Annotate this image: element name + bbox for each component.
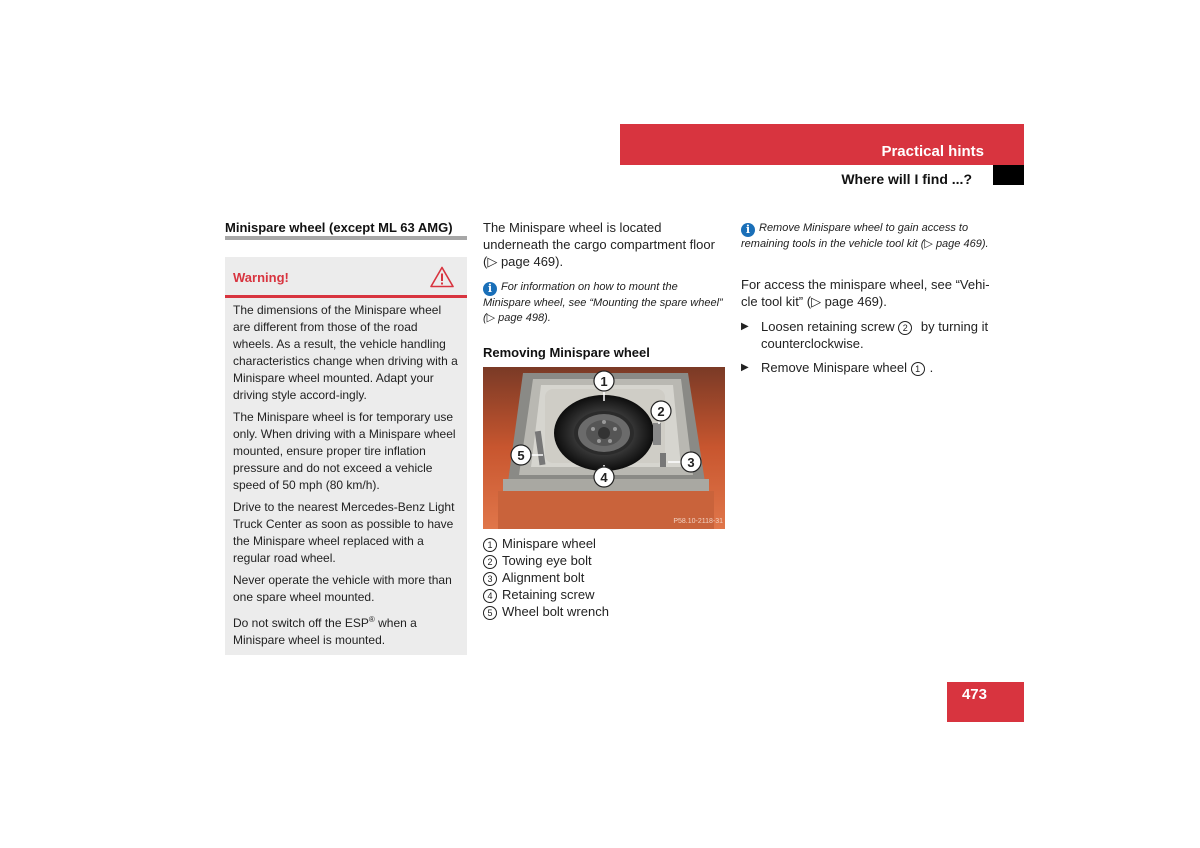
legend-item <box>483 535 723 552</box>
legend-number: 3 <box>483 572 497 586</box>
registered-mark: ® <box>368 615 375 624</box>
legend-number: 2 <box>483 555 497 569</box>
step-number: 1 <box>911 362 925 376</box>
legend-item <box>483 569 723 586</box>
callout-4 <box>594 467 614 487</box>
legend-number: 1 <box>483 538 497 552</box>
step-text-before: Remove Minispare wheel <box>761 360 911 375</box>
step-text <box>761 359 933 376</box>
info-note-tool-kit <box>741 221 991 252</box>
warning-rule <box>225 295 467 298</box>
warning-paragraph: The Minispare wheel is for temporary use only. When driving with a Minispare wheel mounted, ensure proper tire inflation pressure and do not exceed a vehicle speed of 50 mph (80 km/h). <box>233 410 456 492</box>
info-note-text: For information on how to mount the Minispare wheel, see “Mounting the spare wheel” (▷ page 498). <box>483 281 723 324</box>
info-icon: i <box>741 223 755 237</box>
step-text-after: by turning it counterclockwise. <box>761 319 989 351</box>
step-text-before: Loosen retaining screw <box>761 319 899 334</box>
esp-text-after: when a Minispare wheel is mounted. <box>233 616 417 647</box>
trunk-spare-wheel-photo <box>483 367 725 529</box>
legend-number: 4 <box>483 589 497 603</box>
bullet-triangle-icon: ▶ <box>741 362 749 373</box>
warning-paragraph: The dimensions of the Minispare wheel are different from those of the road wheels. As a result, the vehicle handling characteristics change when driving with a Minispare wheel mounted. Adapt your driving style accord-ingly. <box>233 303 458 402</box>
callout-2-label: 2 <box>657 404 665 419</box>
info-note-mounting <box>483 280 723 326</box>
legend-label: Minispare wheel <box>502 536 596 551</box>
legend-item <box>483 603 723 620</box>
step-loosen-screw <box>741 318 991 352</box>
legend-number: 5 <box>483 606 497 620</box>
subtitle-marker <box>993 165 1024 185</box>
legend-label: Towing eye bolt <box>502 553 592 568</box>
callout-5-label: 5 <box>517 448 525 463</box>
heading-rule <box>225 236 467 240</box>
callout-4-label: 4 <box>600 470 608 485</box>
callout-5 <box>511 445 531 465</box>
tool-kit-paragraph: For access the minispare wheel, see “Vehi-cle tool kit” (▷ page 469). <box>741 277 990 309</box>
callout-1-label: 1 <box>600 374 608 389</box>
page-subtitle: Where will I find ...? <box>841 171 972 187</box>
removing-subheading: Removing Minispare wheel <box>483 345 650 360</box>
location-paragraph: The Minispare wheel is located underneath the cargo compartment floor (▷ page 469). <box>483 220 715 269</box>
callout-3-label: 3 <box>687 455 695 470</box>
warning-title: Warning! <box>233 270 289 285</box>
photo-code: P58.10-2118-31 <box>673 518 723 525</box>
callout-2 <box>651 401 671 421</box>
legend-label: Retaining screw <box>502 587 595 602</box>
warning-triangle-icon <box>430 266 454 288</box>
legend-label: Alignment bolt <box>502 570 585 585</box>
page-number: 473 <box>961 686 987 703</box>
step-text-after: . <box>929 360 934 375</box>
info-note-text: Remove Minispare wheel to gain access to remaining tools in the vehicle tool kit (▷ page 469). <box>741 222 989 250</box>
callout-1 <box>594 371 614 391</box>
step-remove-wheel <box>741 359 991 376</box>
warning-body <box>233 302 461 654</box>
warning-paragraph: Drive to the nearest Mercedes-Benz Light Truck Center as soon as possible to have the Minispare wheel replaced with a regular road wheel. <box>233 500 455 565</box>
step-number: 2 <box>898 321 912 335</box>
callout-3 <box>681 452 701 472</box>
warning-paragraph: Never operate the vehicle with more than one spare wheel mounted. <box>233 573 452 604</box>
step-text <box>761 318 991 352</box>
info-icon: i <box>483 282 497 296</box>
warning-paragraph-esp <box>233 611 461 649</box>
bullet-triangle-icon: ▶ <box>741 321 749 332</box>
esp-text-before: Do not switch off the ESP <box>233 616 369 630</box>
section-title: Practical hints <box>881 143 984 160</box>
legend-item <box>483 552 723 569</box>
photo-legend <box>483 535 723 620</box>
legend-item <box>483 586 723 603</box>
legend-label: Wheel bolt wrench <box>502 604 609 619</box>
minispare-heading: Minispare wheel (except ML 63 AMG) <box>225 220 453 235</box>
